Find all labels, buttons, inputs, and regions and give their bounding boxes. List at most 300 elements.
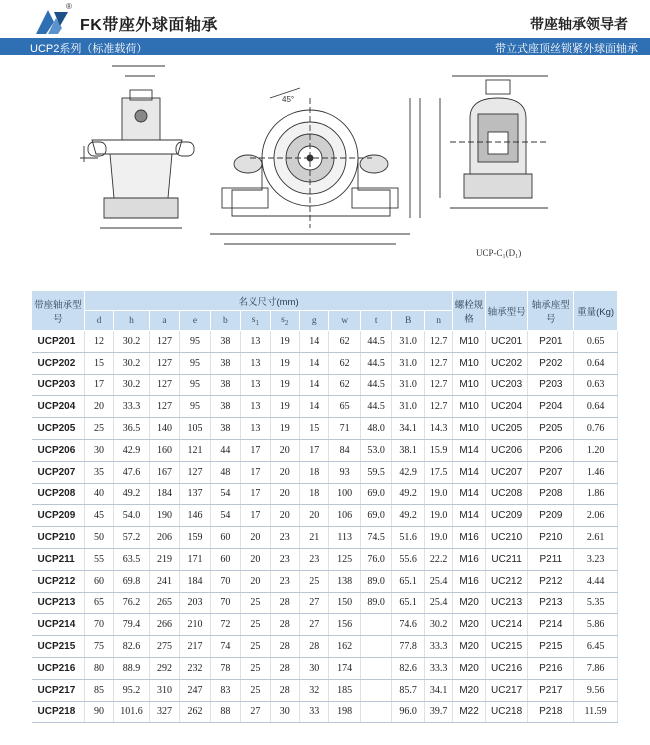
table-cell: 20 (270, 461, 299, 483)
front-view-drawing (210, 88, 420, 244)
table-row (32, 636, 618, 658)
table-cell: 17 (241, 505, 270, 527)
table-cell: 69.0 (360, 483, 391, 505)
table-row (32, 352, 618, 374)
table-cell: 17 (241, 483, 270, 505)
table-cell: 156 (329, 614, 360, 636)
series-bar (0, 38, 650, 55)
table-cell: 12 (84, 331, 113, 353)
table-cell: 45 (84, 505, 113, 527)
table-cell: UCP205 (32, 418, 85, 440)
table-cell: 150 (329, 592, 360, 614)
table-cell: 266 (149, 614, 179, 636)
table-cell: 20 (300, 505, 329, 527)
dim-symbol: e (180, 311, 210, 331)
table-cell: 12.7 (424, 396, 452, 418)
table-cell: P206 (528, 439, 574, 461)
table-cell: 74 (210, 636, 240, 658)
table-cell: 106 (329, 505, 360, 527)
table-cell: 262 (180, 701, 210, 723)
table-cell: P214 (528, 614, 574, 636)
table-cell: UC215 (485, 636, 528, 658)
table-cell: 85 (84, 679, 113, 701)
table-cell: P207 (528, 461, 574, 483)
table-cell: 48.0 (360, 418, 391, 440)
table-cell: 38 (210, 374, 240, 396)
table-cell: 310 (149, 679, 179, 701)
table-cell: 12.7 (424, 374, 452, 396)
table-cell: 23 (270, 570, 299, 592)
table-cell: 14 (300, 396, 329, 418)
table-cell: 30 (270, 701, 299, 723)
table-cell: 14 (300, 352, 329, 374)
table-cell: 30 (300, 657, 329, 679)
table-cell: UC205 (485, 418, 528, 440)
table-cell: 19.0 (424, 505, 452, 527)
table-cell (360, 679, 391, 701)
table-cell: 31.0 (392, 396, 424, 418)
section-view-drawing (440, 76, 548, 208)
series-description: 带立式座顶丝锁紧外球面轴承 (495, 43, 638, 55)
table-cell: 38 (210, 418, 240, 440)
table-cell: 121 (180, 439, 210, 461)
table-cell: 62 (329, 352, 360, 374)
table-cell: 160 (149, 439, 179, 461)
table-cell: 95.2 (114, 679, 150, 701)
table-cell: 65.1 (392, 570, 424, 592)
table-cell: UCP207 (32, 461, 85, 483)
table-cell: 76.2 (114, 592, 150, 614)
table-cell: UC213 (485, 592, 528, 614)
table-cell: 33.3 (114, 396, 150, 418)
table-cell (360, 614, 391, 636)
col-weight: 重量(Kg) (574, 291, 618, 331)
table-cell: 54 (210, 505, 240, 527)
table-cell: 95 (180, 396, 210, 418)
dim-symbol: t (360, 311, 391, 331)
table-cell: 105 (180, 418, 210, 440)
table-cell: 69.8 (114, 570, 150, 592)
table-cell: 1.20 (574, 439, 618, 461)
table-cell: P211 (528, 548, 574, 570)
table-cell: 101.6 (114, 701, 150, 723)
dim-symbol: w (329, 311, 360, 331)
table-cell: 13 (241, 352, 270, 374)
table-cell: 210 (180, 614, 210, 636)
table-cell: 53.0 (360, 439, 391, 461)
col-bearing: 轴承型号 (485, 291, 528, 331)
table-row (32, 657, 618, 679)
table-cell: P203 (528, 374, 574, 396)
table-cell: 35 (84, 461, 113, 483)
table-cell: 38 (210, 352, 240, 374)
table-cell: 190 (149, 505, 179, 527)
table-cell: 185 (329, 679, 360, 701)
table-cell: 89.0 (360, 570, 391, 592)
table-cell: 63.5 (114, 548, 150, 570)
table-cell: 51.6 (392, 527, 424, 549)
table-cell: 28 (270, 592, 299, 614)
table-cell: UCP217 (32, 679, 85, 701)
table-cell: M20 (453, 614, 485, 636)
table-cell: 17 (241, 439, 270, 461)
table-cell: 20 (270, 439, 299, 461)
registered-mark: ® (66, 2, 72, 11)
table-cell: 25 (241, 592, 270, 614)
table-cell: 65 (329, 396, 360, 418)
table-row (32, 570, 618, 592)
table-cell: 137 (180, 483, 210, 505)
dim-symbol: b (210, 311, 240, 331)
table-cell: UC209 (485, 505, 528, 527)
table-cell: 14.3 (424, 418, 452, 440)
table-cell: 77.8 (392, 636, 424, 658)
table-row (32, 461, 618, 483)
table-cell: 62 (329, 331, 360, 353)
table-cell: 19 (270, 396, 299, 418)
table-cell: UCP203 (32, 374, 85, 396)
table-cell: 79.4 (114, 614, 150, 636)
table-cell: 17 (300, 439, 329, 461)
table-cell: 127 (149, 396, 179, 418)
table-cell: 275 (149, 636, 179, 658)
table-cell: 30.2 (114, 352, 150, 374)
table-cell: UCP212 (32, 570, 85, 592)
table-cell: UCP215 (32, 636, 85, 658)
table-cell: 23 (270, 527, 299, 549)
dim-symbol: h (114, 311, 150, 331)
table-cell (360, 701, 391, 723)
table-cell: 44.5 (360, 374, 391, 396)
table-cell: 232 (180, 657, 210, 679)
table-cell: UC214 (485, 614, 528, 636)
table-cell: 9.56 (574, 679, 618, 701)
table-cell: 19.0 (424, 483, 452, 505)
table-cell: 14 (300, 331, 329, 353)
table-cell: 54 (210, 483, 240, 505)
table-cell: 171 (180, 548, 210, 570)
table-row (32, 614, 618, 636)
table-cell: 76.0 (360, 548, 391, 570)
table-cell: 15 (84, 352, 113, 374)
table-cell: 85.7 (392, 679, 424, 701)
series-name: UCP2系列（标准载荷） (30, 43, 148, 55)
dim-symbol: $s_2$ (270, 311, 299, 331)
table-cell: 11.59 (574, 701, 618, 723)
dim-symbol: $s_1$ (241, 311, 270, 331)
table-cell: P218 (528, 701, 574, 723)
table-cell: 62 (329, 374, 360, 396)
table-cell: 15.9 (424, 439, 452, 461)
table-cell: 33.3 (424, 657, 452, 679)
table-cell: 247 (180, 679, 210, 701)
table-cell: 34.1 (424, 679, 452, 701)
table-row (32, 505, 618, 527)
dim-symbol: n (424, 311, 452, 331)
table-cell: 0.65 (574, 331, 618, 353)
table-cell: 44 (210, 439, 240, 461)
table-cell: 78 (210, 657, 240, 679)
table-cell: P209 (528, 505, 574, 527)
table-cell: 36.5 (114, 418, 150, 440)
table-cell: 90 (84, 701, 113, 723)
table-cell: 198 (329, 701, 360, 723)
table-cell: 1.46 (574, 461, 618, 483)
table-cell: 38 (210, 331, 240, 353)
table-cell: 31.0 (392, 331, 424, 353)
table-cell: P201 (528, 331, 574, 353)
table-cell: 83 (210, 679, 240, 701)
table-cell: 20 (270, 483, 299, 505)
table-cell: 74.5 (360, 527, 391, 549)
table-cell: 71 (329, 418, 360, 440)
table-cell: M20 (453, 592, 485, 614)
table-cell: 6.45 (574, 636, 618, 658)
table-cell: 13 (241, 396, 270, 418)
table-cell: 88.9 (114, 657, 150, 679)
table-cell: 28 (300, 636, 329, 658)
table-cell: 93 (329, 461, 360, 483)
table-cell: 60 (210, 548, 240, 570)
table-cell: 125 (329, 548, 360, 570)
table-row (32, 439, 618, 461)
table-cell: 34.1 (392, 418, 424, 440)
table-cell: 27 (241, 701, 270, 723)
table-cell: 19 (270, 418, 299, 440)
table-cell: 13 (241, 418, 270, 440)
angle-label: 45° (282, 95, 295, 104)
table-cell: 28 (270, 657, 299, 679)
table-cell: 20 (241, 570, 270, 592)
table-cell: UC208 (485, 483, 528, 505)
table-cell: M14 (453, 461, 485, 483)
table-cell: 127 (149, 374, 179, 396)
table-cell: 2.61 (574, 527, 618, 549)
table-cell: 241 (149, 570, 179, 592)
table-cell: UCP211 (32, 548, 85, 570)
table-cell: 3.23 (574, 548, 618, 570)
table-cell: 19.0 (424, 527, 452, 549)
table-cell: 72 (210, 614, 240, 636)
table-cell: 70 (210, 592, 240, 614)
table-cell: 95 (180, 331, 210, 353)
table-cell: 88 (210, 701, 240, 723)
table-cell: UCP210 (32, 527, 85, 549)
table-cell: 5.86 (574, 614, 618, 636)
page-header (0, 0, 650, 56)
table-cell: 162 (329, 636, 360, 658)
table-cell: 89.0 (360, 592, 391, 614)
table-cell: UC210 (485, 527, 528, 549)
table-cell: 127 (149, 352, 179, 374)
brand-title: FK带座外球面轴承 (80, 17, 218, 34)
table-cell: 206 (149, 527, 179, 549)
table-cell: 20 (270, 505, 299, 527)
table-cell: 19 (270, 352, 299, 374)
slogan: 带座轴承领导者 (530, 16, 628, 32)
table-row (32, 331, 618, 353)
table-row (32, 527, 618, 549)
table-cell: P215 (528, 636, 574, 658)
table-cell: 74.6 (392, 614, 424, 636)
table-cell: 33.3 (424, 636, 452, 658)
table-cell: 0.64 (574, 352, 618, 374)
table-cell: 31.0 (392, 352, 424, 374)
table-cell: 95 (180, 374, 210, 396)
table-cell: M20 (453, 636, 485, 658)
table-cell: 44.5 (360, 331, 391, 353)
table-cell: 113 (329, 527, 360, 549)
table-cell: 65 (84, 592, 113, 614)
table-cell: 55 (84, 548, 113, 570)
table-cell: 38.1 (392, 439, 424, 461)
table-cell: 33 (300, 701, 329, 723)
table-cell: 54.0 (114, 505, 150, 527)
table-cell: 17.5 (424, 461, 452, 483)
table-cell: 18 (300, 483, 329, 505)
table-cell: P216 (528, 657, 574, 679)
table-cell: 32 (300, 679, 329, 701)
table-row (32, 418, 618, 440)
dim-symbol: g (300, 311, 329, 331)
table-cell: 55.6 (392, 548, 424, 570)
table-cell: M14 (453, 439, 485, 461)
table-cell: M10 (453, 418, 485, 440)
table-cell: UC211 (485, 548, 528, 570)
table-cell: 25 (300, 570, 329, 592)
table-cell: 49.2 (392, 505, 424, 527)
table-cell: 27 (300, 592, 329, 614)
table-cell: 22.2 (424, 548, 452, 570)
table-cell: 82.6 (114, 636, 150, 658)
table-cell: 80 (84, 657, 113, 679)
table-cell: 31.0 (392, 374, 424, 396)
table-cell: 42.9 (114, 439, 150, 461)
table-cell: UCP206 (32, 439, 85, 461)
table-cell: UCP204 (32, 396, 85, 418)
table-cell: 70 (84, 614, 113, 636)
table-cell: 57.2 (114, 527, 150, 549)
table-cell: P208 (528, 483, 574, 505)
table-cell: 38 (210, 396, 240, 418)
table-cell: 44.5 (360, 352, 391, 374)
table-cell: 25 (241, 657, 270, 679)
table-cell: 292 (149, 657, 179, 679)
table-cell: 96.0 (392, 701, 424, 723)
table-cell: 70 (210, 570, 240, 592)
table-cell: 28 (270, 679, 299, 701)
table-cell: UC206 (485, 439, 528, 461)
table-cell: 95 (180, 352, 210, 374)
table-cell: 7.86 (574, 657, 618, 679)
table-cell: 42.9 (392, 461, 424, 483)
table-cell: P205 (528, 418, 574, 440)
table-cell: UC212 (485, 570, 528, 592)
table-cell: 28 (270, 636, 299, 658)
table-cell: P213 (528, 592, 574, 614)
table-cell: 21 (300, 527, 329, 549)
table-row (32, 679, 618, 701)
table-cell: UCP202 (32, 352, 85, 374)
table-cell: 219 (149, 548, 179, 570)
table-cell: P210 (528, 527, 574, 549)
dim-symbol: d (84, 311, 113, 331)
table-cell: 75 (84, 636, 113, 658)
table-cell: UC218 (485, 701, 528, 723)
table-cell (360, 636, 391, 658)
table-cell: 167 (149, 461, 179, 483)
col-bolt: 螺栓规格 (453, 291, 485, 331)
table-cell: 159 (180, 527, 210, 549)
table-cell: UCP209 (32, 505, 85, 527)
table-cell (360, 657, 391, 679)
table-cell: UC203 (485, 374, 528, 396)
table-cell: 327 (149, 701, 179, 723)
table-cell: 15 (300, 418, 329, 440)
table-cell: 82.6 (392, 657, 424, 679)
table-cell: UCP213 (32, 592, 85, 614)
table-cell: M10 (453, 374, 485, 396)
table-cell: 20 (241, 527, 270, 549)
table-cell: 19 (270, 374, 299, 396)
table-cell: 0.63 (574, 374, 618, 396)
table-cell: 184 (149, 483, 179, 505)
table-cell: 30 (84, 439, 113, 461)
table-cell: UC217 (485, 679, 528, 701)
table-cell: 50 (84, 527, 113, 549)
table-cell: UCP201 (32, 331, 85, 353)
table-cell: 0.76 (574, 418, 618, 440)
table-cell: 146 (180, 505, 210, 527)
table-cell: 30.2 (424, 614, 452, 636)
table-cell: M10 (453, 331, 485, 353)
table-cell: 69.0 (360, 505, 391, 527)
col-housing: 轴承座型号 (528, 291, 574, 331)
table-cell: M22 (453, 701, 485, 723)
table-cell: 174 (329, 657, 360, 679)
table-cell: M16 (453, 527, 485, 549)
table-cell: 28 (270, 614, 299, 636)
table-cell: 12.7 (424, 331, 452, 353)
table-cell: P212 (528, 570, 574, 592)
table-cell: 49.2 (392, 483, 424, 505)
table-cell: P202 (528, 352, 574, 374)
table-cell: 23 (270, 548, 299, 570)
table-cell: M16 (453, 570, 485, 592)
table-cell: M16 (453, 548, 485, 570)
table-cell: UC204 (485, 396, 528, 418)
table-cell: 20 (84, 396, 113, 418)
table-cell: 127 (149, 331, 179, 353)
table-cell: P217 (528, 679, 574, 701)
table-cell: 30.2 (114, 331, 150, 353)
table-cell: UCP208 (32, 483, 85, 505)
table-cell: 13 (241, 331, 270, 353)
spec-table (31, 290, 618, 723)
side-view-drawing (80, 66, 194, 228)
table-cell: 127 (180, 461, 210, 483)
col-model: 带座轴承型号 (32, 291, 85, 331)
table-cell: 48 (210, 461, 240, 483)
table-cell: 23 (300, 548, 329, 570)
drawing-caption: UCP-C₁(D₁) (476, 248, 522, 258)
table-cell: UC207 (485, 461, 528, 483)
table-cell: 30.2 (114, 374, 150, 396)
table-cell: M20 (453, 679, 485, 701)
table-cell: 44.5 (360, 396, 391, 418)
table-row (32, 396, 618, 418)
table-cell: 19 (270, 331, 299, 353)
